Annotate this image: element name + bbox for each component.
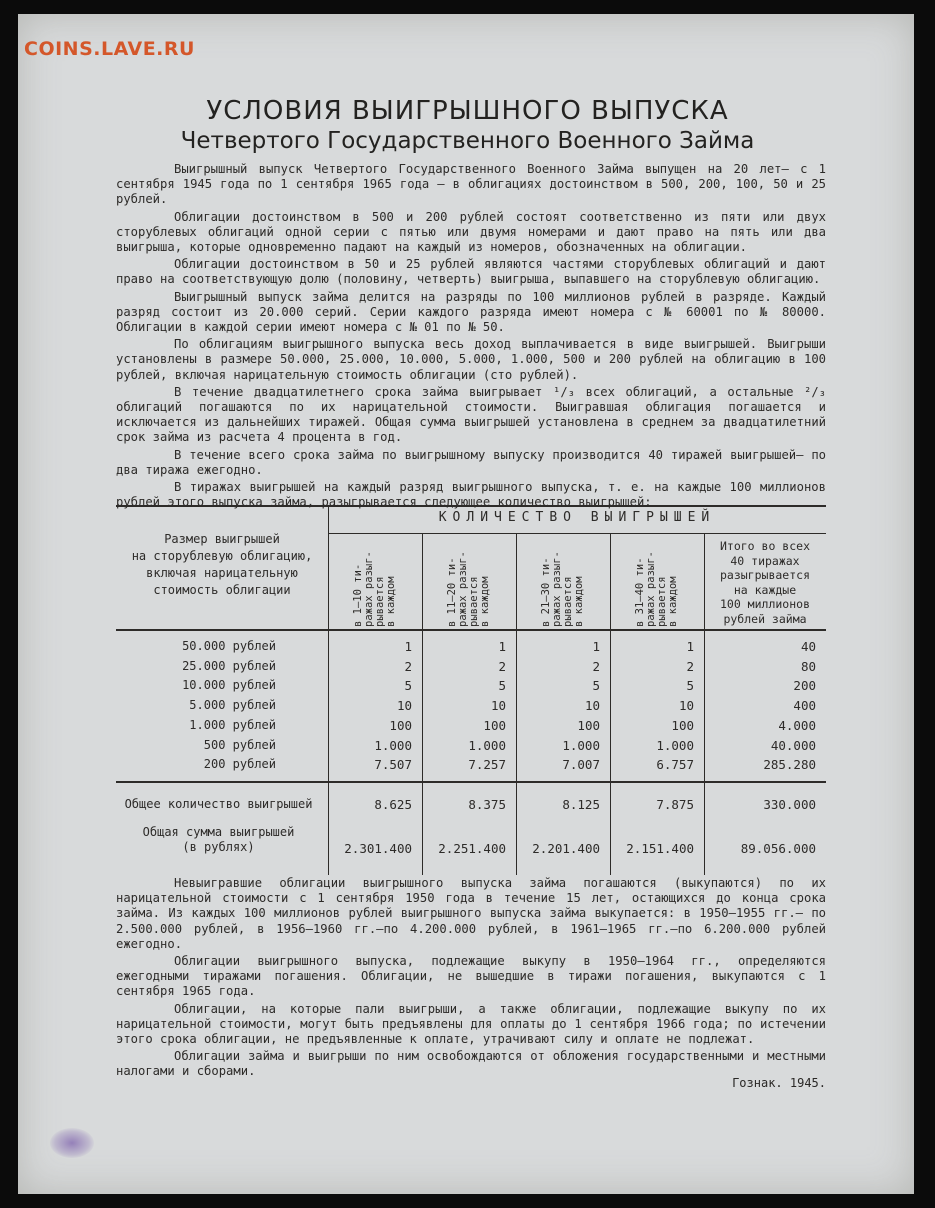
table-cell: 7.007: [562, 757, 600, 773]
table-cell: 7.257: [468, 757, 506, 773]
paragraph: Облигации достоинством в 500 и 200 рублей состоят соответственно из пяти или двух сторублевых облигаций одной серии с пятью или двумя номерами и дают право на пять или два выигрыша, которые одновременно падают на каждый из номеров, обозначенных на облигации.: [116, 209, 826, 255]
table-cell: 2.201.400: [532, 841, 600, 856]
period-header-3: в 21—30 ти- ражах разыг- рывается в каждом: [540, 551, 585, 627]
table-cell: 8.375: [468, 797, 506, 812]
table-cell: 6.757: [656, 757, 694, 773]
table-cell: 2: [686, 658, 694, 674]
table-cell: 80: [800, 658, 816, 674]
paragraph: Выигрышный выпуск Четвертого Государственного Военного Займа выпущен на 20 лет— с 1 сентября 1945 года по 1 сентября 1965 года — в облигациях достоинством в 500, 200, 100, 50 и 25 рублей.: [116, 162, 826, 207]
table-cell: 5: [592, 678, 600, 694]
table-cell: 8.125: [562, 797, 600, 812]
table-rule: [116, 505, 826, 507]
printer-imprint: Гознак. 1945.: [732, 1076, 826, 1090]
paragraph: В течение всего срока займа по выигрышному выпуску производится 40 тиражей выигрышей— по два тиража ежегодно.: [116, 447, 826, 477]
table-cell: 40.000: [770, 737, 816, 753]
prize-size-label: 5.000 рублей: [189, 698, 276, 713]
prize-size-label: 200 рублей: [203, 757, 276, 772]
ink-stain: [50, 1128, 94, 1158]
table-cell: 1: [404, 639, 412, 654]
table-cell: 5: [404, 678, 412, 694]
conditions-text-bottom: [116, 876, 826, 1082]
table-cell: 2: [592, 658, 600, 674]
prize-size-label: 10.000 рублей: [182, 678, 276, 693]
table-cell: 1.000: [656, 737, 694, 753]
table-cell: 1.000: [562, 737, 600, 753]
winnings-table: [116, 505, 826, 875]
table-cell: 1.000: [468, 737, 506, 753]
period-header-2: в 11—20 ти- ражах разыг- рывается в каждом: [446, 551, 491, 627]
table-cell: 2.251.400: [438, 841, 506, 856]
paragraph: В тиражах выигрышей на каждый разряд выигрышного выпуска, т. е. на каждые 100 миллионов рублей этого выпуска займа, разыгрывается следующее количество выигрышей:: [116, 480, 826, 510]
paragraph: Облигации займа и выигрыши по ним освобождаются от обложения государственными и местными налогами и сборами.: [116, 1049, 826, 1079]
table-cell: 2.151.400: [626, 841, 694, 856]
paragraph: В течение двадцатилетнего срока займа выигрывает ¹/₃ всех облигаций, а остальные ²/₃ облигаций погашаются по их нарицательной стоимости. Выигравшая облигация погашается и исключается из дальнейших тиражей. Общая сумма выигрышей установлена в среднем за двадцатилетний срок займа из расчета 4 процента в год.: [116, 384, 826, 445]
table-cell: 1: [498, 639, 506, 654]
paragraph: Невыигравшие облигации выигрышного выпуска займа погашаются (выкупаются) по их нарицательной стоимости с 1 сентября 1950 года в течение 15 лет, остающихся до конца срока займа. Из каждых 100 миллионов рублей выигрышного выпуска займа выкупается: в 1950—1955 гг.— по 2.500.000 рублей, в 1956—1960 гг.—по 4.200.000 рублей, в 1961—1965 гг.—по 6.200.000 рублей ежегодно.: [116, 876, 826, 951]
paragraph: Облигации, на которые пали выигрыши, а также облигации, подлежащие выкупу по их нарицательной стоимости, могут быть предъявлены для оплаты до 1 сентября 1966 года; по истечении этого срока облигации, не предъявленные к оплате, утрачивают силу и оплате не подлежат.: [116, 1001, 826, 1047]
table-cell: 2: [498, 658, 506, 674]
prize-size-label: 500 рублей: [203, 737, 276, 752]
table-cell: 7.875: [656, 797, 694, 812]
footer-row-label: Общее количество выигрышей: [124, 797, 313, 811]
prize-size-label: 25.000 рублей: [182, 658, 276, 673]
table-rule: [116, 781, 826, 783]
table-cell: 5: [686, 678, 694, 694]
paragraph: Выигрышный выпуск займа делится на разряды по 100 миллионов рублей в разряде. Каждый разряд состоит из 20.000 серий. Серии каждого разряда имеют номера с № 60001 по № 80000. Облигации в каждой серии имеют номера с № 01 по № 50.: [116, 289, 826, 335]
table-rule: [116, 629, 826, 631]
paragraph: Облигации достоинством в 50 и 25 рублей являются частями сторублевых облигаций и дают право на соответствующую долю (половину, четверть) выигрыша, выпавшего на сторублевую облигацию.: [116, 257, 826, 287]
table-cell: 100: [577, 717, 600, 733]
prize-count-header: КОЛИЧЕСТВО ВЫИГРЫШЕЙ: [438, 510, 716, 525]
total-header: Итого во всех 40 тиражах разыгрывается на каждые 100 миллионов рублей займа: [719, 539, 810, 626]
table-cell: 285.280: [763, 757, 816, 773]
site-watermark: COINS.LAVE.RU: [24, 38, 195, 60]
table-cell: 200: [793, 678, 816, 694]
table-cell: 1.000: [374, 737, 412, 753]
table-cell: 7.507: [374, 757, 412, 773]
table-cell: 10: [584, 698, 600, 714]
table-cell: 330.000: [763, 797, 816, 812]
table-cell: 100: [671, 717, 694, 733]
table-cell: 10: [490, 698, 506, 714]
conditions-text-top: [116, 162, 826, 512]
table-cell: 100: [389, 717, 412, 733]
table-cell: 2.301.400: [344, 841, 412, 856]
prize-size-header: Размер выигрышей на сторублевую облигацию, включая нарицательную стоимость облигации: [131, 532, 313, 597]
table-cell: 89.056.000: [740, 841, 816, 856]
table-cell: 8.625: [374, 797, 412, 812]
table-cell: 1: [686, 639, 694, 654]
table-cell: 100: [483, 717, 506, 733]
table-cell: 5: [498, 678, 506, 694]
paragraph: По облигациям выигрышного выпуска весь доход выплачивается в виде выигрышей. Выигрыши установлены в размере 50.000, 25.000, 10.000, 5.000, 1.000, 500 и 200 рублей на облигацию в 100 рублей, включая нарицательную стоимость облигации (сто рублей).: [116, 337, 826, 382]
prize-size-label: 50.000 рублей: [182, 639, 276, 653]
table-cell: 40: [800, 639, 816, 654]
table-cell: 1: [592, 639, 600, 654]
footer-row-label: Общая сумма выигрышей (в рублях): [142, 825, 295, 854]
table-cell: 400: [793, 698, 816, 714]
period-header-1: в 1—10 ти- ражах разыг- рывается в каждом: [352, 551, 397, 627]
table-cell: 10: [396, 698, 412, 714]
paragraph: Облигации выигрышного выпуска, подлежащие выкупу в 1950—1964 гг., определяются ежегодными тиражами погашения. Облигации, не вышедшие в тиражи погашения, выкупаются с 1 сентября 1965 года.: [116, 954, 826, 999]
table-cell: 10: [678, 698, 694, 714]
prize-size-label: 1.000 рублей: [189, 717, 276, 732]
table-cell: 2: [404, 658, 412, 674]
document-title: УСЛОВИЯ ВЫИГРЫШНОГО ВЫПУСКА: [206, 96, 729, 126]
period-header-4: в 31—40 ти- ражах разыг- рывается в каждом: [634, 551, 679, 627]
document-subtitle: Четвертого Государственного Военного Займа: [180, 128, 755, 154]
table-cell: 4.000: [778, 717, 816, 733]
table-rule: [328, 533, 826, 534]
